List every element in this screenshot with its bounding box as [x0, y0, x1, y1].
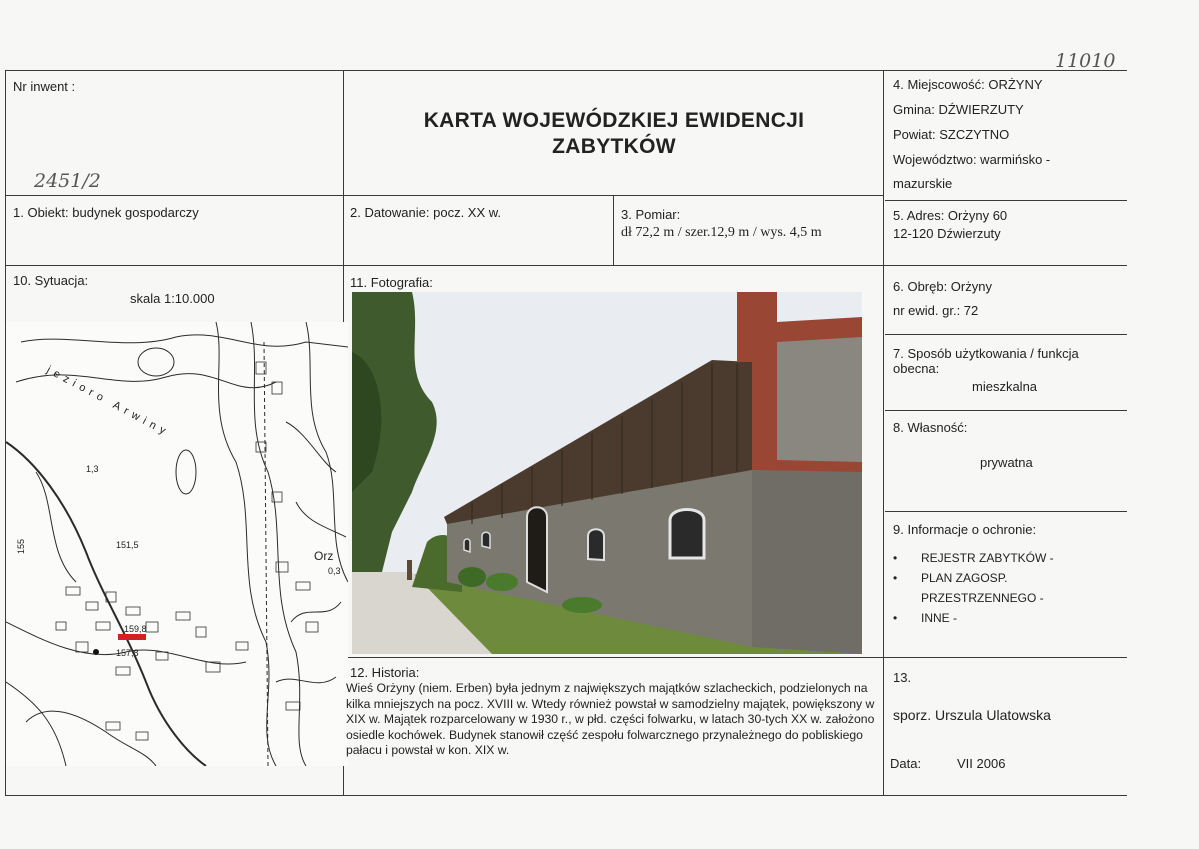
sposob-label-cont: obecna: — [893, 361, 940, 376]
object-location-marker — [118, 634, 146, 640]
ochrona-list — [893, 551, 1054, 631]
author: sporz. Urszula Ulatowska — [893, 707, 1051, 723]
fotografia-label: 11. Fotografia: — [350, 275, 433, 290]
datowanie-field: 2. Datowanie: pocz. XX w. — [350, 205, 502, 220]
date-label: Data: — [890, 756, 922, 771]
nr-ewid-field: nr ewid. gr.: 72 — [893, 303, 979, 318]
pomiar-label: 3. Pomiar: — [621, 207, 681, 222]
ochrona-item-2-cont: PRZESTRZENNEGO - — [921, 591, 1044, 605]
sytuacja-label: 10. Sytuacja: — [13, 273, 89, 288]
wojewodztwo-cont: mazurskie — [893, 176, 953, 191]
building-photo — [352, 292, 862, 654]
ochrona-label: 9. Informacje o ochronie: — [893, 522, 1037, 537]
map-label-lake: jezioro Arwiny — [44, 364, 172, 440]
map-label-elev-3: 159,8 — [124, 624, 147, 634]
adres-label: 5. Adres: Orżyny 60 — [893, 208, 1008, 223]
wlasnosc-label: 8. Własność: — [893, 420, 968, 435]
page-title — [344, 108, 884, 160]
map-label-elev-5: 0,3 — [328, 566, 341, 576]
inventory-label: Nr inwent : — [13, 79, 76, 94]
pomiar-value: dł 72,2 m / szer.12,9 m / wys. 4,5 m — [621, 225, 822, 240]
ochrona-item-2: • PLAN ZAGOSP. — [893, 571, 1008, 585]
obiekt-field: 1. Obiekt: budynek gospodarczy — [13, 205, 199, 220]
sposob-label: 7. Sposób użytkowania / funkcja — [893, 346, 1079, 361]
map-label-road: 155 — [16, 538, 26, 554]
obreb-field: 6. Obręb: Orżyny — [893, 279, 992, 294]
historia-text: Wieś Orżyny (niem. Erben) była jednym z największych majątków szlacheckich, podzielonych na kilka mniejszych na pocz. XVIII w. Wtedy również powstał w samodzielny majątek, powiększony w XIX w. Majątek rozparcelowany w 1930 r., w płd. części folwarku, w latach 30-tych XX w. założono osiedle kochówek. Budynek stanowił część zespołu folwarcznego przynależnego do pobliskiego pałacu i powstał w kon. XIX w. — [346, 681, 875, 758]
gmina: Gmina: DŹWIERZUTY — [893, 102, 1024, 117]
field-13-label: 13. — [893, 670, 912, 685]
map-label-elev-2: 157,8 — [116, 648, 139, 658]
ochrona-item-1: • REJESTR ZABYTKÓW - — [893, 551, 1054, 565]
miejscowosc: 4. Miejscowość: ORŻYNY — [893, 77, 1043, 92]
handwritten-inventory-number: 2451/2 — [34, 170, 101, 192]
powiat: Powiat: SZCZYTNO — [893, 127, 1010, 142]
ochrona-item-3: • INNE - — [893, 611, 957, 625]
situation-map — [6, 322, 348, 766]
map-label-elev-4: 1,3 — [86, 464, 99, 474]
title-line-1: KARTA WOJEWÓDZKIEJ EWIDENCJI — [423, 109, 805, 132]
date-value: VII 2006 — [957, 756, 1006, 771]
wlasnosc-value: prywatna — [980, 455, 1033, 470]
adres-line-2: 12-120 Dźwierzuty — [893, 226, 1001, 241]
map-label-elev-1: 151,5 — [116, 540, 139, 550]
historia-label: 12. Historia: — [350, 665, 420, 680]
title-line-2: ZABYTKÓW — [552, 135, 676, 158]
map-label-village: Orz — [314, 549, 334, 563]
wojewodztwo: Województwo: warmińsko - — [893, 152, 1051, 167]
handwritten-sheet-number: 11010 — [1055, 50, 1116, 72]
sposob-value: mieszkalna — [972, 379, 1038, 394]
map-scale: skala 1:10.000 — [130, 291, 215, 306]
